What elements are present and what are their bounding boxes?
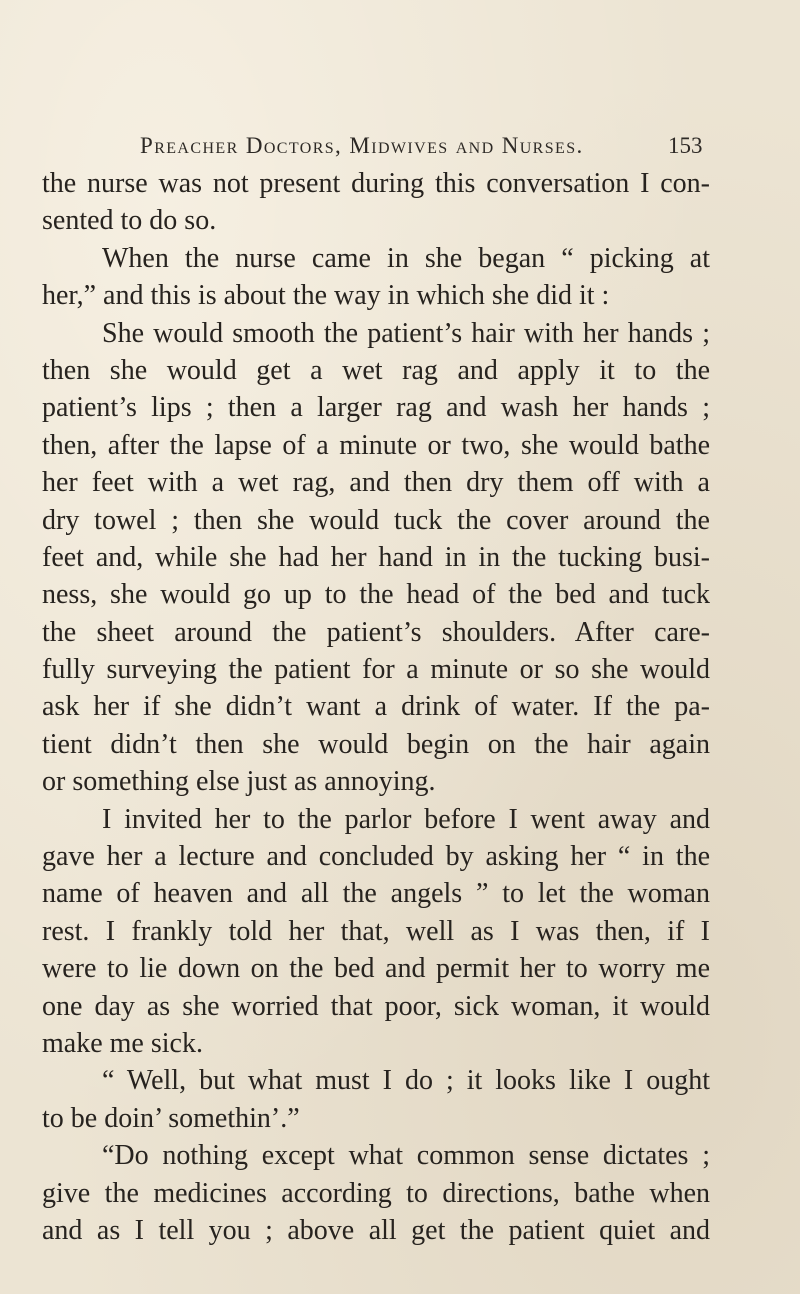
text-line: I invited her to the parlor before I went away and <box>102 803 710 835</box>
text-line: the sheet around the patient’s shoulders. After care- <box>42 616 710 648</box>
text-line: tient didn’t then she would begin on the hair again <box>42 728 710 760</box>
text-line: or something else just as annoying. <box>42 766 436 798</box>
text-line: and as I tell you ; above all get the patient quiet and <box>42 1214 710 1246</box>
text-line: name of heaven and all the angels ” to let the woman <box>42 878 710 910</box>
text-line: ask her if she didn’t want a drink of water. If the pa- <box>42 691 710 723</box>
text-line: patient’s lips ; then a larger rag and wash her hands ; <box>42 392 710 424</box>
running-header <box>0 133 800 167</box>
text-line: fully surveying the patient for a minute or so she would <box>42 654 710 686</box>
text-line: were to lie down on the bed and permit her to worry me <box>42 953 710 985</box>
text-line: She would smooth the patient’s hair with her hands ; <box>102 317 710 349</box>
text-line: gave her a lecture and concluded by asking her “ in the <box>42 841 710 873</box>
text-line: to be doin’ somethin’.” <box>42 1102 300 1134</box>
text-line: one day as she worried that poor, sick woman, it would <box>42 990 710 1022</box>
running-title: Preacher Doctors, Midwives and Nurses. <box>140 133 584 158</box>
text-line: “ Well, but what must I do ; it looks like I ought <box>102 1065 710 1097</box>
page-number: 153 <box>668 133 703 158</box>
text-line: feet and, while she had her hand in in the tucking busi- <box>42 541 710 573</box>
text-line: When the nurse came in she began “ picking at <box>102 242 710 274</box>
text-line: make me sick. <box>42 1027 203 1059</box>
text-line: sented to do so. <box>42 205 217 237</box>
text-line: the nurse was not present during this conversation I con- <box>42 168 710 199</box>
text-line: her,” and this is about the way in which she did it : <box>42 280 610 312</box>
text-line: ness, she would go up to the head of the bed and tuck <box>42 579 710 611</box>
text-line: “Do nothing except what common sense dictates ; <box>102 1140 710 1172</box>
text-line: rest. I frankly told her that, well as I was then, if I <box>42 915 710 947</box>
body-text <box>42 165 710 1249</box>
text-line: her feet with a wet rag, and then dry them off with a <box>42 467 710 499</box>
text-line: then, after the lapse of a minute or two, she would bathe <box>42 429 710 461</box>
text-line: give the medicines according to directions, bathe when <box>42 1177 710 1209</box>
text-line: then she would get a wet rag and apply it to the <box>42 354 710 386</box>
text-line: dry towel ; then she would tuck the cover around the <box>42 504 710 536</box>
